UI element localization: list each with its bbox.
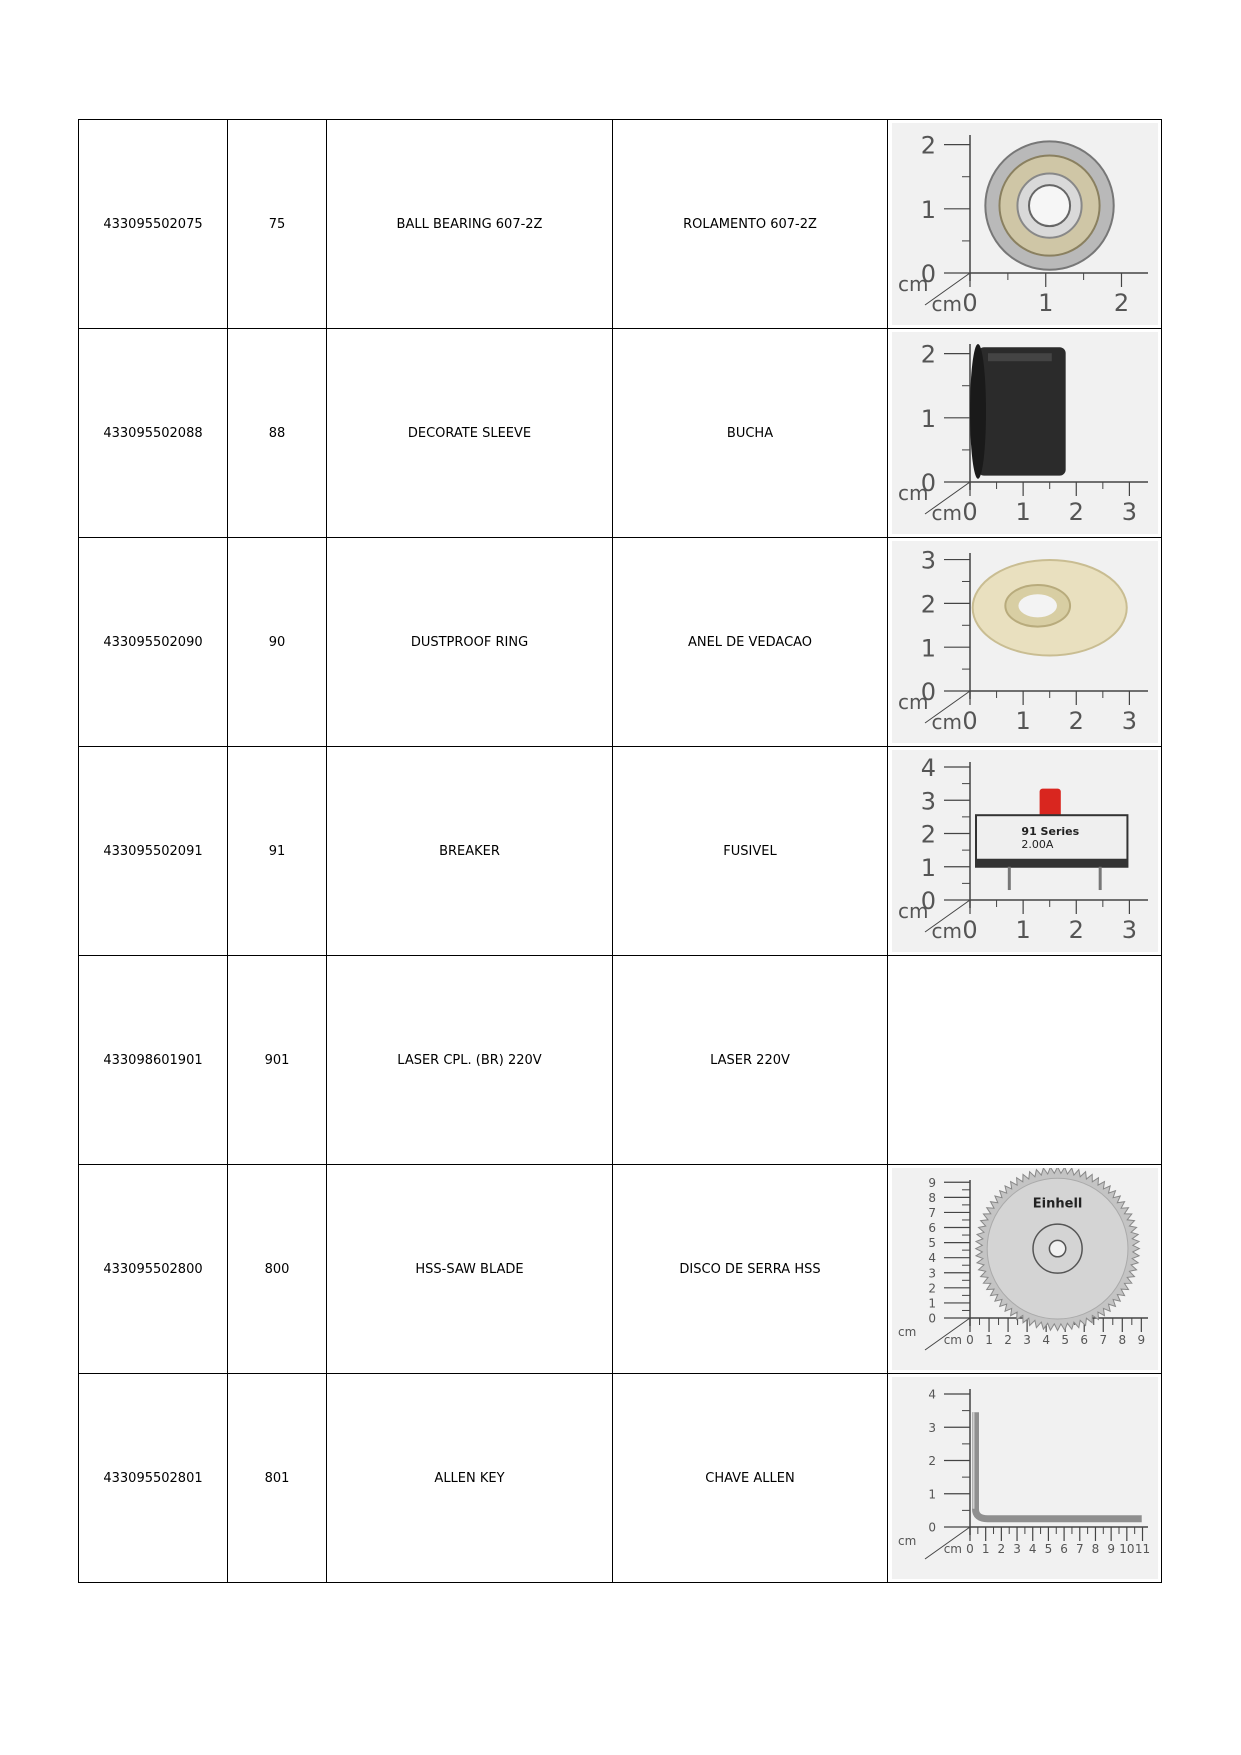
x-tick-label: 0 [961, 707, 978, 735]
y-tick-label: 2 [920, 340, 936, 369]
part-image-cell [888, 120, 1162, 329]
y-tick-label: 9 [927, 1175, 936, 1190]
position-cell: 88 [228, 329, 327, 538]
x-tick-label: 4 [1041, 1333, 1050, 1347]
saw-blade-photo [975, 1168, 1139, 1331]
x-tick-label: 1 [1037, 289, 1053, 317]
table-row [79, 329, 1162, 538]
x-tick-label: 2 [1068, 916, 1084, 944]
y-tick-label: 3 [927, 1420, 936, 1435]
description-pt-cell: ANEL DE VEDACAO [613, 538, 888, 747]
x-tick-label: 1 [1014, 498, 1031, 526]
table-row [79, 747, 1162, 956]
x-tick-label: 6 [1059, 1542, 1068, 1556]
y-tick-label: 0 [927, 1520, 936, 1535]
x-tick-label: 0 [965, 1333, 974, 1347]
y-tick-label: 6 [927, 1221, 936, 1236]
part-image [892, 123, 1158, 325]
x-tick-label: 4 [1028, 1542, 1037, 1556]
description-pt-cell: ROLAMENTO 607-2Z [613, 120, 888, 329]
unit-label: cm [897, 481, 928, 505]
part-image-cell [888, 747, 1162, 956]
y-tick-label: 3 [920, 787, 936, 816]
parts-table [78, 119, 1162, 1583]
unit-label: cm [931, 501, 962, 525]
x-tick-label: 11 [1134, 1542, 1150, 1556]
y-tick-label: 4 [920, 754, 936, 783]
y-tick-label: 8 [927, 1190, 936, 1205]
table-row [79, 1374, 1162, 1583]
y-tick-label: 1 [927, 1296, 936, 1311]
y-tick-label: 0 [920, 678, 936, 707]
position-cell: 800 [228, 1165, 327, 1374]
description-en-cell: ALLEN KEY [327, 1374, 613, 1583]
x-tick-label: 0 [965, 1542, 974, 1556]
allen-key-photo [973, 1412, 1141, 1518]
part-image [892, 332, 1158, 534]
x-tick-label: 1 [981, 1542, 990, 1556]
x-tick-label: 6 [1079, 1333, 1088, 1347]
breaker-rating-label: 2.00A [1020, 838, 1053, 852]
y-tick-label: 1 [920, 853, 936, 882]
y-tick-label: 0 [920, 260, 936, 289]
ball-bearing-photo [985, 141, 1113, 269]
y-tick-label: 2 [927, 1454, 936, 1469]
x-tick-label: 3 [1012, 1542, 1021, 1556]
y-tick-label: 2 [927, 1281, 936, 1296]
x-tick-label: 9 [1106, 1542, 1115, 1556]
part-image-cell [888, 956, 1162, 1165]
position-cell: 901 [228, 956, 327, 1165]
x-tick-label: 3 [1121, 498, 1137, 526]
y-tick-label: 0 [920, 887, 936, 916]
part-image [892, 541, 1158, 743]
article-number-cell: 433095502075 [79, 120, 228, 329]
x-tick-label: 2 [997, 1542, 1005, 1556]
part-image [892, 750, 1158, 952]
position-cell: 90 [228, 538, 327, 747]
y-tick-label: 1 [920, 634, 936, 663]
x-tick-label: 3 [1121, 707, 1137, 735]
unit-label: cm [897, 1534, 916, 1548]
y-tick-label: 1 [927, 1487, 936, 1502]
cm-scale [898, 1388, 1150, 1559]
description-en-cell: BREAKER [327, 747, 613, 956]
y-tick-label: 5 [927, 1236, 936, 1251]
x-tick-label: 9 [1137, 1333, 1145, 1347]
unit-label: cm [931, 710, 962, 734]
unit-label: cm [897, 690, 928, 714]
x-tick-label: 7 [1075, 1542, 1084, 1556]
x-tick-label: 10 [1118, 1542, 1134, 1556]
breaker-series-label: 91 Series [1020, 825, 1079, 839]
part-image-cell [888, 538, 1162, 747]
y-tick-label: 7 [927, 1205, 936, 1220]
x-tick-label: 7 [1098, 1333, 1107, 1347]
description-pt-cell: LASER 220V [613, 956, 888, 1165]
x-tick-label: 0 [961, 498, 978, 526]
y-tick-label: 2 [920, 590, 936, 619]
x-tick-label: 0 [961, 916, 978, 944]
x-tick-label: 8 [1091, 1542, 1099, 1556]
x-tick-label: 2 [1068, 498, 1084, 526]
y-tick-label: 3 [920, 546, 936, 575]
description-pt-cell: CHAVE ALLEN [613, 1374, 888, 1583]
breaker-photo [976, 789, 1127, 890]
x-tick-label: 1 [1014, 707, 1031, 735]
x-tick-label: 5 [1060, 1333, 1069, 1347]
x-tick-label: 1 [1014, 916, 1031, 944]
article-number-cell: 433095502091 [79, 747, 228, 956]
x-tick-label: 5 [1044, 1542, 1052, 1556]
article-number-cell: 433098601901 [79, 956, 228, 1165]
unit-label: cm [897, 272, 928, 296]
x-tick-label: 8 [1117, 1333, 1126, 1347]
ring-photo [972, 560, 1126, 656]
y-tick-label: 4 [927, 1251, 936, 1266]
unit-label: cm [943, 1333, 962, 1347]
unit-label: cm [931, 919, 962, 943]
position-cell: 801 [228, 1374, 327, 1583]
part-image [892, 1377, 1158, 1579]
table-row [79, 538, 1162, 747]
x-tick-label: 0 [961, 289, 978, 317]
y-tick-label: 4 [927, 1387, 936, 1402]
unit-label: cm [931, 292, 962, 316]
unit-label: cm [897, 1325, 916, 1339]
article-number-cell: 433095502090 [79, 538, 228, 747]
x-tick-label: 3 [1121, 916, 1137, 944]
x-tick-label: 3 [1022, 1333, 1031, 1347]
y-tick-label: 1 [920, 195, 936, 224]
article-number-cell: 433095502088 [79, 329, 228, 538]
unit-label: cm [897, 899, 928, 923]
x-tick-label: 2 [1003, 1333, 1012, 1347]
position-cell: 75 [228, 120, 327, 329]
y-tick-label: 2 [920, 820, 936, 849]
article-number-cell: 433095502800 [79, 1165, 228, 1374]
description-en-cell: HSS-SAW BLADE [327, 1165, 613, 1374]
y-tick-label: 3 [927, 1266, 936, 1281]
description-pt-cell: BUCHA [613, 329, 888, 538]
description-en-cell: BALL BEARING 607-2Z [327, 120, 613, 329]
brand-label: Einhell [1032, 1196, 1082, 1212]
part-image [892, 1168, 1158, 1370]
article-number-cell: 433095502801 [79, 1374, 228, 1583]
table-row [79, 956, 1162, 1165]
description-pt-cell: FUSIVEL [613, 747, 888, 956]
description-en-cell: DUSTPROOF RING [327, 538, 613, 747]
y-tick-label: 2 [920, 131, 936, 160]
part-image-cell [888, 1374, 1162, 1583]
position-cell: 91 [228, 747, 327, 956]
part-image-cell [888, 329, 1162, 538]
x-tick-label: 2 [1113, 289, 1129, 317]
description-en-cell: DECORATE SLEEVE [327, 329, 613, 538]
part-image-cell [888, 1165, 1162, 1374]
description-en-cell: LASER CPL. (BR) 220V [327, 956, 613, 1165]
y-tick-label: 0 [920, 469, 936, 498]
y-tick-label: 1 [920, 404, 936, 433]
x-tick-label: 1 [984, 1333, 993, 1347]
parts-table-body [79, 120, 1162, 1583]
sleeve-photo [970, 344, 1066, 479]
x-tick-label: 2 [1068, 707, 1084, 735]
y-tick-label: 0 [927, 1311, 936, 1326]
description-pt-cell: DISCO DE SERRA HSS [613, 1165, 888, 1374]
table-row [79, 120, 1162, 329]
unit-label: cm [943, 1542, 962, 1556]
table-row [79, 1165, 1162, 1374]
